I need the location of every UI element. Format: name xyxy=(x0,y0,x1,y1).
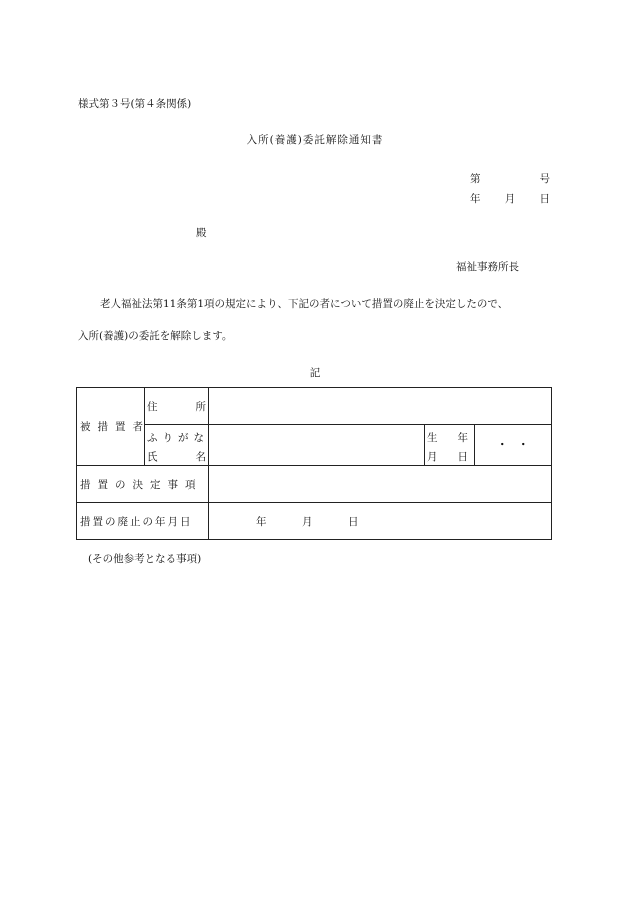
furigana-label xyxy=(147,430,207,445)
date-day: 日 xyxy=(539,193,550,205)
birth-date-placeholder-text: ・ ・ xyxy=(497,439,529,451)
table-border-left xyxy=(76,387,77,540)
subject-label xyxy=(80,419,150,434)
date-month: 月 xyxy=(504,193,516,205)
sender-title: 福祉事務所長 xyxy=(456,261,519,273)
body-text-line-1: 老人福祉法第11条第1項の規定により、下記の者について措置の廃止を決定したので、 xyxy=(100,298,509,310)
document-title: 入所(養護)委託解除通知書 xyxy=(246,134,384,146)
table-border-right xyxy=(551,387,552,540)
furigana-label-text: ふりがな xyxy=(147,432,209,444)
birth-label-top-text: 生年 xyxy=(427,432,488,444)
abolition-year: 年 xyxy=(256,516,267,528)
table-border-top xyxy=(76,387,552,388)
name-label xyxy=(147,449,244,464)
form-number: 様式第３号(第４条関係) xyxy=(78,98,192,110)
abolition-month: 月 xyxy=(302,516,313,528)
date-year: 年 xyxy=(470,193,481,205)
document-date-row xyxy=(470,191,550,206)
table-divider-decision xyxy=(76,502,552,503)
decision-label-text: 措置の決定事項 xyxy=(80,479,203,491)
decision-label xyxy=(80,477,203,492)
abolition-label xyxy=(80,514,193,529)
address-label xyxy=(147,399,244,414)
birth-label-top xyxy=(427,430,488,445)
number-prefix: 第 xyxy=(470,173,481,185)
table-divider-birth-label xyxy=(424,424,425,465)
address-label-text: 住所 xyxy=(147,401,244,413)
birth-label-bottom-text: 月日 xyxy=(427,451,488,463)
table-border-bottom xyxy=(76,539,552,540)
subject-label-text: 被措置者 xyxy=(80,421,150,433)
addressee-honorific: 殿 xyxy=(196,227,207,239)
name-label-text: 氏名 xyxy=(147,451,244,463)
table-divider-subject xyxy=(76,465,552,466)
body-text-line-2: 入所(養護)の委託を解除します。 xyxy=(78,330,233,342)
abolition-day: 日 xyxy=(348,516,359,528)
other-reference-note: (その他参考となる事項) xyxy=(88,553,202,565)
abolition-label-text: 措置の廃止の年月日 xyxy=(80,516,193,528)
document-number-row xyxy=(470,171,550,186)
number-suffix: 号 xyxy=(539,173,550,185)
birth-label-bottom xyxy=(427,449,488,464)
ki-heading: 記 xyxy=(309,367,321,379)
table-divider-address xyxy=(144,424,552,425)
birth-date-placeholder xyxy=(497,437,529,452)
